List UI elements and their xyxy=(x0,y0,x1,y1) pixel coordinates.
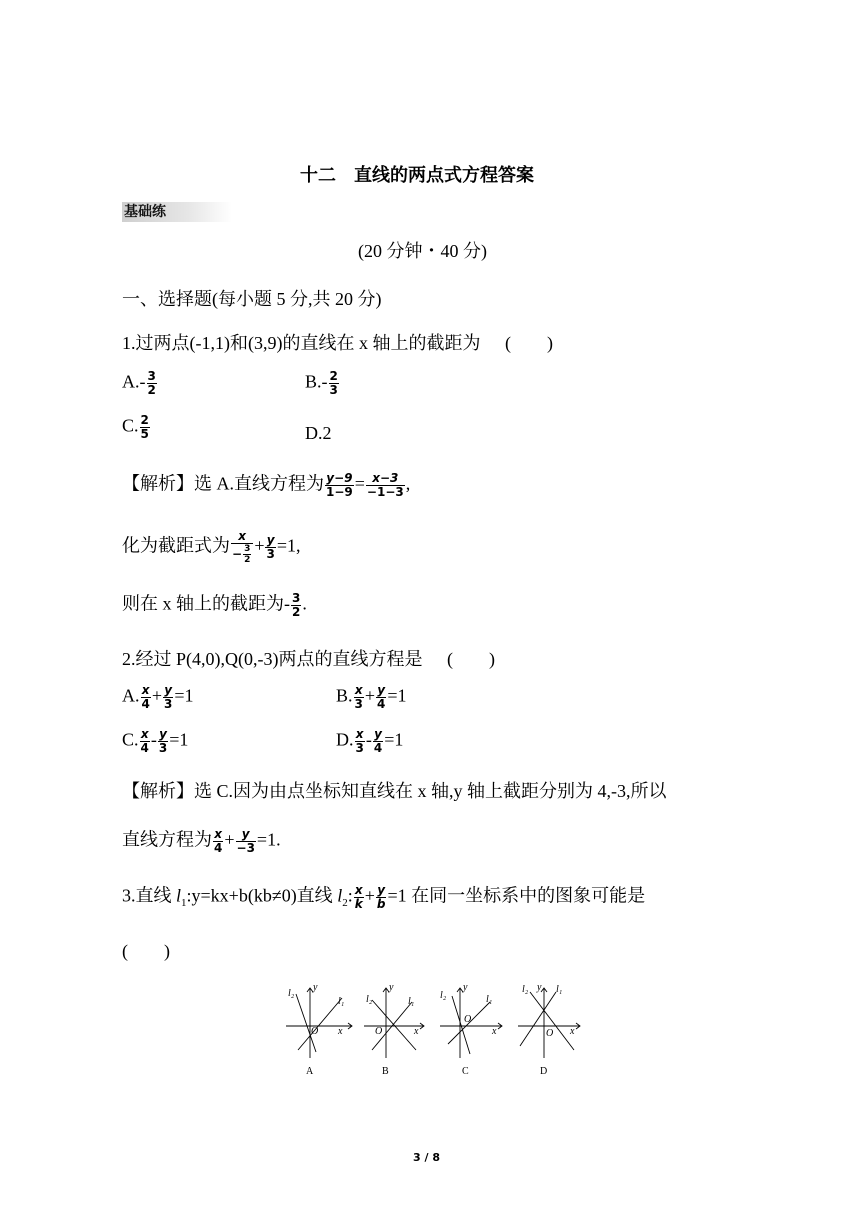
fraction xyxy=(291,592,301,619)
caption-a: A xyxy=(306,1066,314,1077)
l2-label: l₂ xyxy=(288,988,295,999)
numerator: x xyxy=(214,827,223,841)
numerator: x xyxy=(140,727,149,741)
q1-option-c xyxy=(122,414,151,441)
option-tail: =1 xyxy=(169,729,189,750)
fraction xyxy=(325,472,354,499)
operator: - xyxy=(365,729,372,750)
option-label: B. xyxy=(336,685,353,706)
x-label: x xyxy=(414,1026,419,1037)
equals-sign: = xyxy=(354,473,365,494)
graph-c xyxy=(440,982,502,1077)
operator: + xyxy=(364,685,376,706)
option-label: A. xyxy=(122,685,140,706)
numerator: 2 xyxy=(329,369,338,383)
graph-d xyxy=(518,982,580,1077)
fraction xyxy=(147,370,157,397)
line-name: l xyxy=(337,885,343,906)
stem-text: :y=kx+b(kb≠0)直线 xyxy=(186,885,338,906)
page-title: 十二 直线的两点式方程答案 xyxy=(300,165,534,186)
q2-option-b xyxy=(336,684,407,711)
fraction xyxy=(354,884,364,911)
fraction xyxy=(366,472,405,499)
denominator: 3 xyxy=(158,741,168,755)
fraction xyxy=(376,684,386,711)
denominator: 5 xyxy=(140,427,149,441)
caption-b: B xyxy=(382,1066,389,1077)
line-l2 xyxy=(296,994,319,1052)
denominator: 4 xyxy=(377,697,386,711)
x-label: x xyxy=(570,1026,575,1037)
fraction xyxy=(265,534,275,561)
numerator: 3 xyxy=(147,369,156,383)
numerator: x xyxy=(354,683,363,697)
q1-option-a xyxy=(122,370,158,397)
fraction xyxy=(163,684,173,711)
numerator: y xyxy=(266,533,275,547)
stem-text: 3.直线 xyxy=(122,885,176,906)
numerator: 2 xyxy=(140,413,149,427)
stem-text: =1 在同一坐标系中的图象可能是 xyxy=(387,885,646,906)
denominator: −1−3 xyxy=(366,485,404,499)
denominator: −3 xyxy=(236,841,255,855)
q1-option-a-label: A.- xyxy=(122,371,146,392)
q1-paren: ( ) xyxy=(504,333,553,353)
denominator: 3 xyxy=(355,741,364,755)
plus-sign: + xyxy=(224,829,235,850)
numerator: y xyxy=(164,683,173,697)
line-name: l xyxy=(176,885,182,906)
q2-stem-text: 2.经过 P(4,0),Q(0,-3)两点的直线方程是 xyxy=(122,649,423,669)
denominator: b xyxy=(376,897,386,911)
q1-option-b-label: B.- xyxy=(305,371,328,392)
line-subscript: 1 xyxy=(181,897,187,910)
denominator: 4 xyxy=(141,697,150,711)
caption-c: C xyxy=(462,1066,469,1077)
q2-option-a xyxy=(122,684,194,711)
option-tail: =1 xyxy=(384,729,404,750)
denominator: 3 xyxy=(266,547,275,561)
denominator: 4 xyxy=(140,741,149,755)
part-heading: 一、选择题(每小题 5 分,共 20 分) xyxy=(122,289,382,309)
fraction xyxy=(231,530,253,565)
y-label: y xyxy=(389,982,394,993)
option-tail: =1 xyxy=(174,685,194,706)
page-number: 3 / 8 xyxy=(413,1151,440,1164)
plus-sign: + xyxy=(364,885,375,906)
q2-option-d xyxy=(336,728,403,755)
denominator: 4 xyxy=(214,841,223,855)
analysis-text: 【解析】选 A.直线方程为 xyxy=(122,473,324,494)
l2-label: l₂ xyxy=(366,994,373,1005)
q1-analysis-line1 xyxy=(122,472,410,499)
origin-label: O xyxy=(464,1014,472,1025)
numerator: y xyxy=(377,683,386,697)
q3-paren: ( ) xyxy=(122,941,170,961)
numerator: y xyxy=(241,827,250,841)
fraction xyxy=(213,828,223,855)
fraction xyxy=(140,728,150,755)
x-label: x xyxy=(338,1026,343,1037)
section-tag-label: 基础练 xyxy=(124,204,166,220)
caption-d: D xyxy=(540,1066,548,1077)
denominator: 2 xyxy=(147,383,156,397)
q1-option-b xyxy=(305,370,340,397)
q2-stem xyxy=(122,648,495,670)
numerator: x xyxy=(354,883,363,897)
denominator: 1−9 xyxy=(326,485,353,499)
plus-sign: + xyxy=(254,535,265,556)
fraction xyxy=(236,828,256,855)
analysis-text: =1. xyxy=(256,829,281,850)
fraction xyxy=(140,414,150,441)
denominator: 4 xyxy=(373,741,383,755)
origin-label: O xyxy=(311,1026,319,1037)
option-label: D. xyxy=(336,729,354,750)
y-label: y xyxy=(537,982,542,993)
numerator: x−3 xyxy=(372,471,399,485)
analysis-text: . xyxy=(302,593,307,614)
origin-label: O xyxy=(375,1026,383,1037)
fraction xyxy=(354,684,364,711)
y-label: y xyxy=(463,982,468,993)
graph-a xyxy=(286,982,352,1077)
fraction xyxy=(243,544,251,565)
origin-label: O xyxy=(546,1028,554,1039)
l2-label: l₂ xyxy=(440,990,447,1001)
q2-analysis-line2 xyxy=(122,828,281,855)
stem-text: : xyxy=(347,885,353,906)
fraction xyxy=(373,728,383,755)
analysis-text: 则在 x 轴上的截距为- xyxy=(122,593,290,614)
time-info: (20 分钟・40 分) xyxy=(358,241,487,261)
numerator: 3 xyxy=(244,544,251,554)
l2-label: l₂ xyxy=(522,984,529,995)
option-tail: =1 xyxy=(387,685,407,706)
section-tag xyxy=(122,202,232,222)
fraction xyxy=(329,370,339,397)
q2-paren: ( ) xyxy=(446,649,495,669)
graph-b xyxy=(364,982,424,1077)
q2-analysis-line1: 【解析】选 C.因为由点坐标知直线在 x 轴,y 轴上截距分别为 4,-3,所以 xyxy=(122,781,667,801)
analysis-text: 直线方程为 xyxy=(122,829,212,850)
numerator: x xyxy=(355,727,364,741)
numerator: x xyxy=(141,683,150,697)
numerator: y xyxy=(159,727,167,741)
q1-stem xyxy=(122,332,553,354)
q3-figure xyxy=(280,980,590,1080)
l1-label: l₁ xyxy=(486,994,493,1005)
q1-option-d: D.2 xyxy=(305,423,332,443)
q2-option-c xyxy=(122,728,188,755)
q3-stem xyxy=(122,884,645,914)
fraction xyxy=(355,728,365,755)
operator: - xyxy=(150,729,157,750)
fraction xyxy=(158,728,168,755)
l1-label: l₁ xyxy=(556,984,563,995)
numerator: y−9 xyxy=(326,471,353,485)
operator: + xyxy=(151,685,163,706)
option-label: C. xyxy=(122,729,139,750)
denominator: 2 xyxy=(292,605,301,619)
denominator: 3 xyxy=(329,383,338,397)
fraction xyxy=(376,884,387,911)
fraction xyxy=(141,684,151,711)
denominator: 2 xyxy=(244,555,251,565)
q1-analysis-line2 xyxy=(122,530,301,565)
numerator: x xyxy=(238,529,247,543)
denominator: k xyxy=(354,897,363,911)
q1-stem-text: 1.过两点(-1,1)和(3,9)的直线在 x 轴上的截距为 xyxy=(122,333,481,353)
numerator: y xyxy=(374,727,382,741)
y-label: y xyxy=(313,982,318,993)
denominator: 3 xyxy=(354,697,363,711)
line-subscript: 2 xyxy=(342,897,348,910)
denominator: − $\frac{3}{2}$ xyxy=(231,543,253,565)
l1-label: l₁ xyxy=(338,996,345,1007)
q1-analysis-line3 xyxy=(122,592,307,619)
analysis-text: =1, xyxy=(276,535,301,556)
l1-label: l₁ xyxy=(408,996,415,1007)
x-label: x xyxy=(492,1026,497,1037)
numerator: 3 xyxy=(292,591,301,605)
analysis-text: , xyxy=(405,473,411,494)
numerator: y xyxy=(377,883,386,897)
q1-option-c-label: C. xyxy=(122,415,139,436)
analysis-text: 化为截距式为 xyxy=(122,535,230,556)
denominator: 3 xyxy=(164,697,173,711)
